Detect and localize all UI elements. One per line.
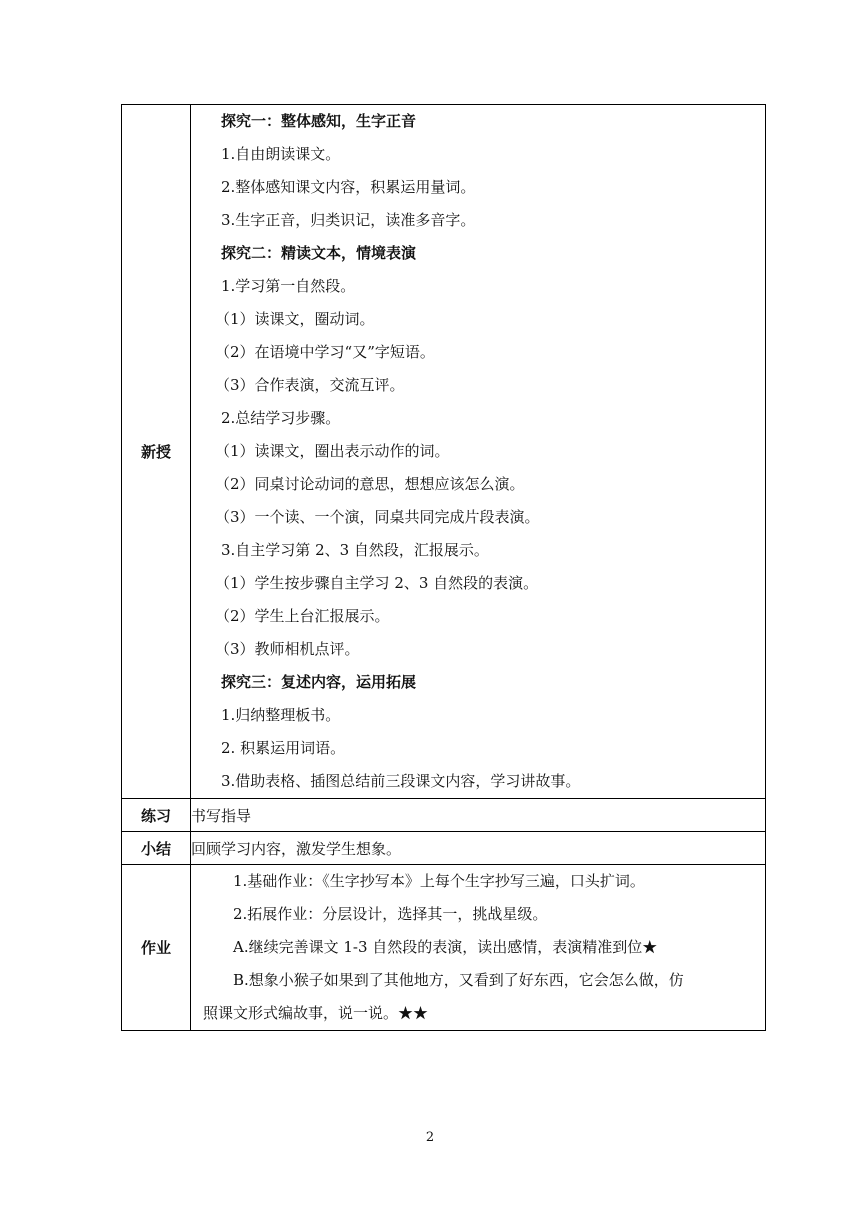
table-row-zuoye [122, 865, 766, 1031]
list-item: （1）读课文，圈动词。 [215, 310, 375, 328]
row-label-zuoye: 作业 [122, 865, 191, 1031]
list-item: 2.拓展作业：分层设计，选择其一，挑战星级。 [233, 905, 548, 923]
section-heading: 探究一：整体感知，生字正音 [221, 112, 417, 130]
list-item: 3.自主学习第 2、3 自然段，汇报展示。 [221, 541, 489, 559]
list-item: （3）合作表演，交流互评。 [215, 376, 405, 394]
list-item: 1.归纳整理板书。 [221, 706, 341, 724]
list-item: （3）教师相机点评。 [215, 640, 360, 658]
list-item: 3.生字正音，归类识记，读准多音字。 [221, 211, 476, 229]
list-item: 1.学习第一自然段。 [221, 277, 356, 295]
list-item: A.继续完善课文 1-3 自然段的表演，读出感情，表演精准到位★ [233, 938, 658, 956]
section-heading: 探究三：复述内容，运用拓展 [221, 673, 417, 691]
list-item: 3.借助表格、插图总结前三段课文内容，学习讲故事。 [221, 772, 581, 790]
list-item: 2. 积累运用词语。 [221, 739, 346, 757]
section-heading: 探究二：精读文本，情境表演 [221, 244, 417, 262]
row-content-lianxi: 书写指导 [191, 799, 766, 832]
row-content-xinshou [191, 105, 766, 799]
table-row-xiaojie [122, 832, 766, 865]
table-row-lianxi [122, 799, 766, 832]
row-content-xiaojie: 回顾学习内容，激发学生想象。 [191, 832, 766, 865]
list-item: 1.自由朗读课文。 [221, 145, 341, 163]
list-item: 2.总结学习步骤。 [221, 409, 341, 427]
list-item: （2）学生上台汇报展示。 [215, 607, 390, 625]
page-number: 2 [425, 1130, 435, 1145]
list-item: （1）学生按步骤自主学习 2、3 自然段的表演。 [215, 574, 539, 592]
list-item: 1.基础作业：《生字抄写本》上每个生字抄写三遍，口头扩词。 [233, 872, 645, 890]
row-label-xinshou: 新授 [122, 105, 191, 799]
list-item: B.想象小猴子如果到了其他地方，又看到了好东西，它会怎么做，仿 [233, 971, 684, 989]
list-item: （1）读课文，圈出表示动作的词。 [215, 442, 450, 460]
list-item: 2.整体感知课文内容，积累运用量词。 [221, 178, 476, 196]
row-label-lianxi: 练习 [122, 799, 191, 832]
table-row-xinshou [122, 105, 766, 799]
list-item: （2）在语境中学习“又”字短语。 [215, 343, 435, 361]
row-label-xiaojie: 小结 [122, 832, 191, 865]
lesson-plan-table [121, 104, 766, 1031]
list-item: （3）一个读、一个演，同桌共同完成片段表演。 [215, 508, 540, 526]
list-item: （2）同桌讨论动词的意思，想想应该怎么演。 [215, 475, 525, 493]
list-item: 照课文形式编故事，说一说。★★ [203, 1004, 429, 1022]
row-content-zuoye [191, 865, 766, 1031]
